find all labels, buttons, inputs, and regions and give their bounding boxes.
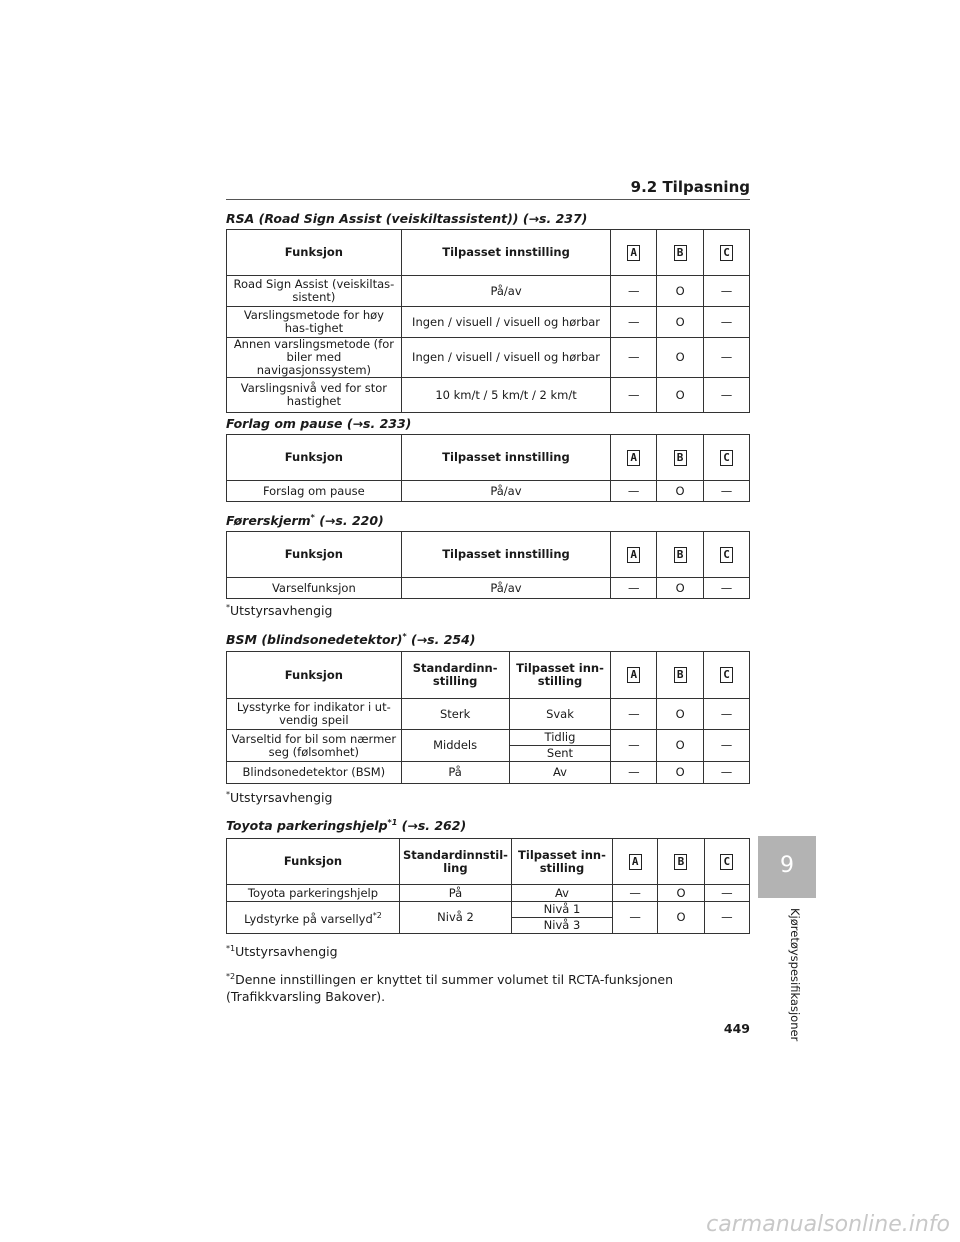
cell-c: — <box>704 481 750 502</box>
driver-table <box>226 531 750 599</box>
function-text: Lydstyrke på varsellyd <box>244 911 373 926</box>
cell-setting: Ingen / visuell / visuell og hørbar <box>401 338 610 378</box>
table-row <box>227 699 750 730</box>
column-header: Funksjon <box>227 435 402 481</box>
parking-footnote-2 <box>226 968 750 1005</box>
cell-c: — <box>704 885 749 902</box>
cell-c: — <box>704 307 750 338</box>
footnote-mark: *1 <box>226 944 236 953</box>
badge-b-icon: B <box>674 854 687 870</box>
column-header-c <box>704 839 749 885</box>
cell-default: Middels <box>401 730 509 762</box>
column-header-a <box>611 230 657 276</box>
badge-b-icon: B <box>674 667 687 683</box>
badge-b-icon: B <box>674 245 687 261</box>
footnote-text: Utstyrsavhengig <box>235 944 338 960</box>
rsa-table <box>226 229 750 413</box>
cell-default: På <box>399 885 511 902</box>
page-header-title: 9.2 Tilpasning <box>630 178 750 196</box>
bsm-table <box>226 651 750 784</box>
cell-c: — <box>704 276 750 307</box>
column-header-b <box>657 230 704 276</box>
cell-b: O <box>657 307 704 338</box>
chapter-number: 9 <box>780 853 794 878</box>
parking-section-title <box>226 818 466 833</box>
cell-a: — <box>611 699 657 730</box>
cell-a: — <box>611 578 657 599</box>
cell-setting: Av <box>511 885 612 902</box>
cell-b: O <box>657 481 704 502</box>
cell-c: — <box>704 902 749 934</box>
column-header: Tilpasset inn-stilling <box>511 839 612 885</box>
chapter-label: Kjøretøyspesifikasjoner <box>788 908 802 1042</box>
column-header: Standardinnstil-ling <box>399 839 511 885</box>
table-row <box>227 481 750 502</box>
column-header-b <box>657 435 704 481</box>
footnote-mark: *2 <box>372 911 382 921</box>
column-header: Funksjon <box>227 839 400 885</box>
table-row <box>227 338 750 378</box>
footnote-mark: * <box>226 790 230 799</box>
badge-b-icon: B <box>674 450 687 466</box>
cell-b: O <box>657 762 704 784</box>
cell-c: — <box>704 762 750 784</box>
table-row <box>227 885 750 902</box>
badge-a-icon: A <box>627 547 640 563</box>
table-row <box>227 762 750 784</box>
column-header-a <box>611 652 657 699</box>
cell-function: Road Sign Assist (veiskiltas-sistent) <box>227 276 402 307</box>
column-header-c <box>704 435 750 481</box>
cell-a: — <box>611 307 657 338</box>
table-row <box>227 578 750 599</box>
cell-a: — <box>611 276 657 307</box>
cell-a: — <box>611 481 657 502</box>
cell-function: Forslag om pause <box>227 481 402 502</box>
cell-default: På <box>401 762 509 784</box>
cell-b: O <box>658 885 704 902</box>
column-header-a <box>613 839 658 885</box>
cell-setting: Svak <box>509 699 611 730</box>
cell-a: — <box>613 885 658 902</box>
footnote-mark: * <box>226 603 230 612</box>
cell-c: — <box>704 730 750 762</box>
table-row <box>227 730 750 746</box>
cell-c: — <box>704 578 750 599</box>
column-header-c <box>704 532 750 578</box>
pause-section-title: Forlag om pause (→s. 233) <box>226 416 412 431</box>
title-reference: (→s. 262) <box>397 818 467 834</box>
cell-function: Varselfunksjon <box>227 578 402 599</box>
watermark: carmanualsonline.info <box>706 1212 950 1237</box>
footnote-text: Utstyrsavhengig <box>230 790 333 806</box>
cell-function: Lysstyrke for indikator i ut-vendig speil <box>227 699 402 730</box>
cell-a: — <box>611 762 657 784</box>
cell-setting: På/av <box>401 481 611 502</box>
column-header: Tilpasset innstilling <box>401 230 610 276</box>
table-row <box>227 902 750 918</box>
cell-setting: Nivå 1 <box>511 902 612 918</box>
page-number: 449 <box>723 1021 750 1036</box>
footnote-text: Utstyrsavhengig <box>230 603 333 619</box>
title-footnote-mark: * <box>402 632 407 641</box>
column-header: Tilpasset innstilling <box>401 532 611 578</box>
badge-c-icon: C <box>720 854 733 870</box>
cell-c: — <box>704 699 750 730</box>
cell-function: Annen varslingsmetode (for biler med navigasjonssystem) <box>227 338 402 378</box>
badge-a-icon: A <box>629 854 642 870</box>
cell-c: — <box>704 378 750 413</box>
column-header-a <box>611 435 657 481</box>
driver-section-title <box>226 513 384 528</box>
cell-setting: Sent <box>509 746 611 762</box>
cell-setting: På/av <box>401 276 610 307</box>
cell-a: — <box>613 902 658 934</box>
column-header: Tilpasset inn-stilling <box>509 652 611 699</box>
table-row <box>227 378 750 413</box>
badge-b-icon: B <box>674 547 687 563</box>
column-header: Funksjon <box>227 230 402 276</box>
cell-b: O <box>657 578 704 599</box>
parking-footnote-1 <box>226 944 338 959</box>
column-header: Standardinn-stilling <box>401 652 509 699</box>
driver-footnote <box>226 603 332 618</box>
cell-a: — <box>611 378 657 413</box>
cell-b: O <box>657 378 704 413</box>
column-header: Funksjon <box>227 652 402 699</box>
cell-function: Varseltid for bil som nærmer seg (følsomhet) <box>227 730 402 762</box>
footnote-mark: *2 <box>226 972 236 981</box>
badge-a-icon: A <box>627 667 640 683</box>
table-row <box>227 307 750 338</box>
header-divider <box>226 199 750 200</box>
column-header: Tilpasset innstilling <box>401 435 611 481</box>
cell-b: O <box>657 699 704 730</box>
column-header-b <box>657 532 704 578</box>
title-footnote-mark: *1 <box>387 818 398 827</box>
cell-default: Nivå 2 <box>399 902 511 934</box>
rsa-section-title: RSA (Road Sign Assist (veiskiltassistent)) (→s. 237) <box>226 211 588 226</box>
cell-function <box>227 902 400 934</box>
footnote-text: Denne innstillingen er knyttet til summer volumet til RCTA-funksjonen (Trafikkvarsling Bakover). <box>226 972 674 1005</box>
cell-a: — <box>611 730 657 762</box>
column-header-b <box>658 839 704 885</box>
title-text: Toyota parkeringshjelp <box>226 818 388 834</box>
badge-a-icon: A <box>627 450 640 466</box>
badge-c-icon: C <box>720 667 733 683</box>
pause-table <box>226 434 750 502</box>
cell-function: Blindsonedetektor (BSM) <box>227 762 402 784</box>
cell-b: O <box>657 730 704 762</box>
title-text: Førerskjerm <box>226 513 311 529</box>
column-header: Funksjon <box>227 532 402 578</box>
cell-setting: 10 km/t / 5 km/t / 2 km/t <box>401 378 610 413</box>
cell-setting: Av <box>509 762 611 784</box>
column-header-c <box>704 652 750 699</box>
badge-a-icon: A <box>627 245 640 261</box>
cell-setting: Ingen / visuell / visuell og hørbar <box>401 307 610 338</box>
badge-c-icon: C <box>720 547 733 563</box>
cell-setting: På/av <box>401 578 611 599</box>
cell-a: — <box>611 338 657 378</box>
cell-function: Varslingsnivå ved for stor hastighet <box>227 378 402 413</box>
column-header-b <box>657 652 704 699</box>
badge-c-icon: C <box>720 245 733 261</box>
cell-b: O <box>658 902 704 934</box>
cell-b: O <box>657 276 704 307</box>
cell-setting: Tidlig <box>509 730 611 746</box>
cell-default: Sterk <box>401 699 509 730</box>
badge-c-icon: C <box>720 450 733 466</box>
title-reference: (→s. 220) <box>314 513 384 529</box>
cell-b: O <box>657 338 704 378</box>
title-text: BSM (blindsonedetektor) <box>226 632 403 648</box>
column-header-c <box>704 230 750 276</box>
cell-function: Toyota parkeringshjelp <box>227 885 400 902</box>
title-footnote-mark: * <box>310 513 315 522</box>
bsm-footnote <box>226 790 332 805</box>
cell-setting: Nivå 3 <box>511 918 612 934</box>
column-header-a <box>611 532 657 578</box>
table-row <box>227 276 750 307</box>
cell-function: Varslingsmetode for høy has-tighet <box>227 307 402 338</box>
cell-c: — <box>704 338 750 378</box>
parking-table <box>226 838 750 934</box>
title-reference: (→s. 254) <box>406 632 476 648</box>
bsm-section-title <box>226 632 476 647</box>
